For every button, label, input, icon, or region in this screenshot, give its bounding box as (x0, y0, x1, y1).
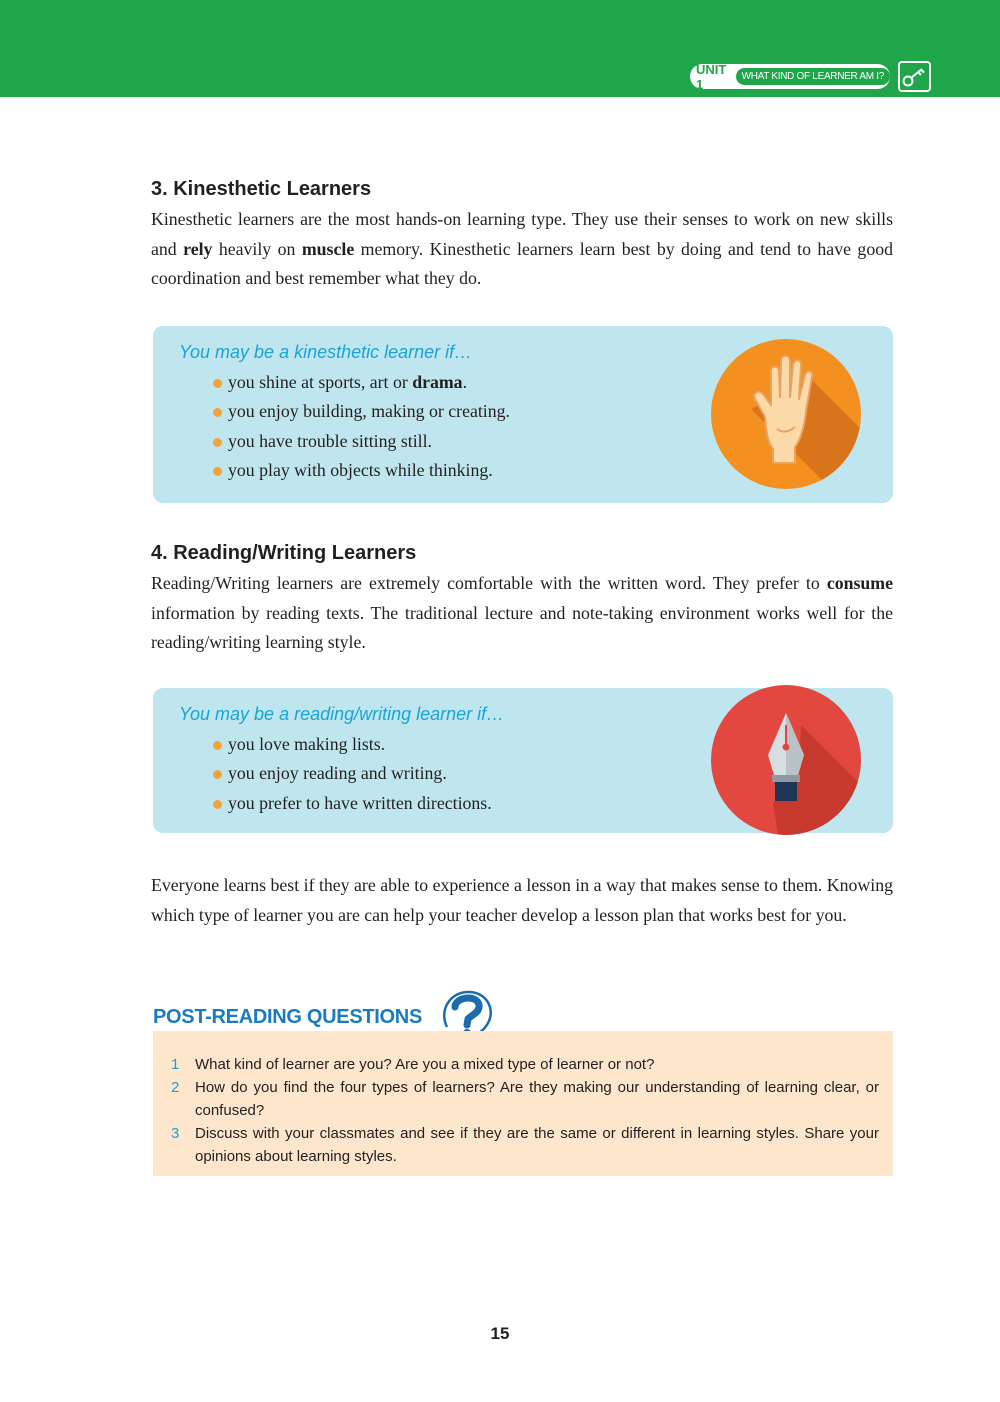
header-bar (0, 0, 1000, 97)
text-run: heavily on (212, 238, 302, 259)
question-text: How do you find the four types of learners? Are they making our understanding of learning clear, or confused? (195, 1079, 879, 1119)
unit-title: WHAT KIND OF LEARNER AM I? (736, 68, 890, 85)
list-item: you have trouble sitting still. (212, 427, 510, 456)
question-number: 1 (171, 1056, 180, 1073)
list-item: you play with objects while thinking. (212, 456, 510, 485)
list-item: you love making lists. (212, 730, 492, 759)
pen-nib-icon (711, 685, 861, 835)
text-run: Kinesthetic learners are the most hands-on learning type. They use their senses to work on new skills and (151, 209, 893, 259)
unit-badge (690, 61, 890, 92)
list-item (212, 368, 510, 397)
question-number: 3 (171, 1125, 180, 1142)
key-icon (898, 61, 931, 92)
list-item: you enjoy building, making or creating. (212, 397, 510, 426)
bold-word-drama: drama (412, 372, 463, 392)
post-reading-heading: POST-READING QUESTIONS (153, 1006, 422, 1028)
question-number: 2 (171, 1079, 180, 1096)
list-item: you prefer to have written directions. (212, 789, 492, 818)
unit-label: UNIT 1 (696, 61, 727, 92)
kinesthetic-heading: 3. Kinesthetic Learners (151, 178, 372, 200)
hand-icon (711, 339, 861, 489)
tip-list (212, 730, 492, 818)
closing-paragraph: Everyone learns best if they are able to experience a lesson in a way that makes sense to them. Knowing which type of learner you are can help your teacher develop a lesson plan that works best for you. (151, 875, 893, 925)
post-reading-box (153, 1031, 893, 1176)
list-item (171, 1053, 879, 1076)
text-run: Reading/Writing learners are extremely comfortable with the written word. They prefer to (151, 573, 827, 593)
reading-paragraph (151, 569, 893, 658)
list-item (171, 1076, 879, 1122)
question-text: What kind of learner are you? Are you a mixed type of learner or not? (195, 1056, 655, 1073)
text-run: you shine at sports, art or (228, 372, 413, 392)
list-item: you enjoy reading and writing. (212, 759, 492, 788)
question-list (171, 1053, 879, 1168)
tip-title: You may be a kinesthetic learner if… (179, 342, 473, 362)
text-run: memory. Kinesthetic learners learn best by doing and tend to have good coordination and best remember what they do. (151, 238, 893, 288)
page-number: 15 (490, 1324, 510, 1343)
tip-title: You may be a reading/writing learner if… (179, 704, 505, 724)
reading-heading: 4. Reading/Writing Learners (151, 542, 417, 564)
text-run: . (462, 372, 468, 392)
bold-word-muscle: muscle (301, 238, 355, 259)
tip-list (212, 368, 510, 485)
bold-word-rely: rely (183, 238, 213, 259)
bold-word-consume: consume (826, 573, 893, 593)
text-run: information by reading texts. The traditional lecture and note-taking environment works well for the reading/writing learning style. (151, 602, 893, 652)
kinesthetic-paragraph (151, 205, 893, 294)
question-text: Discuss with your classmates and see if they are the same or different in learning styles. Share your opinions about learning styles. (195, 1125, 879, 1165)
list-item (171, 1122, 879, 1168)
